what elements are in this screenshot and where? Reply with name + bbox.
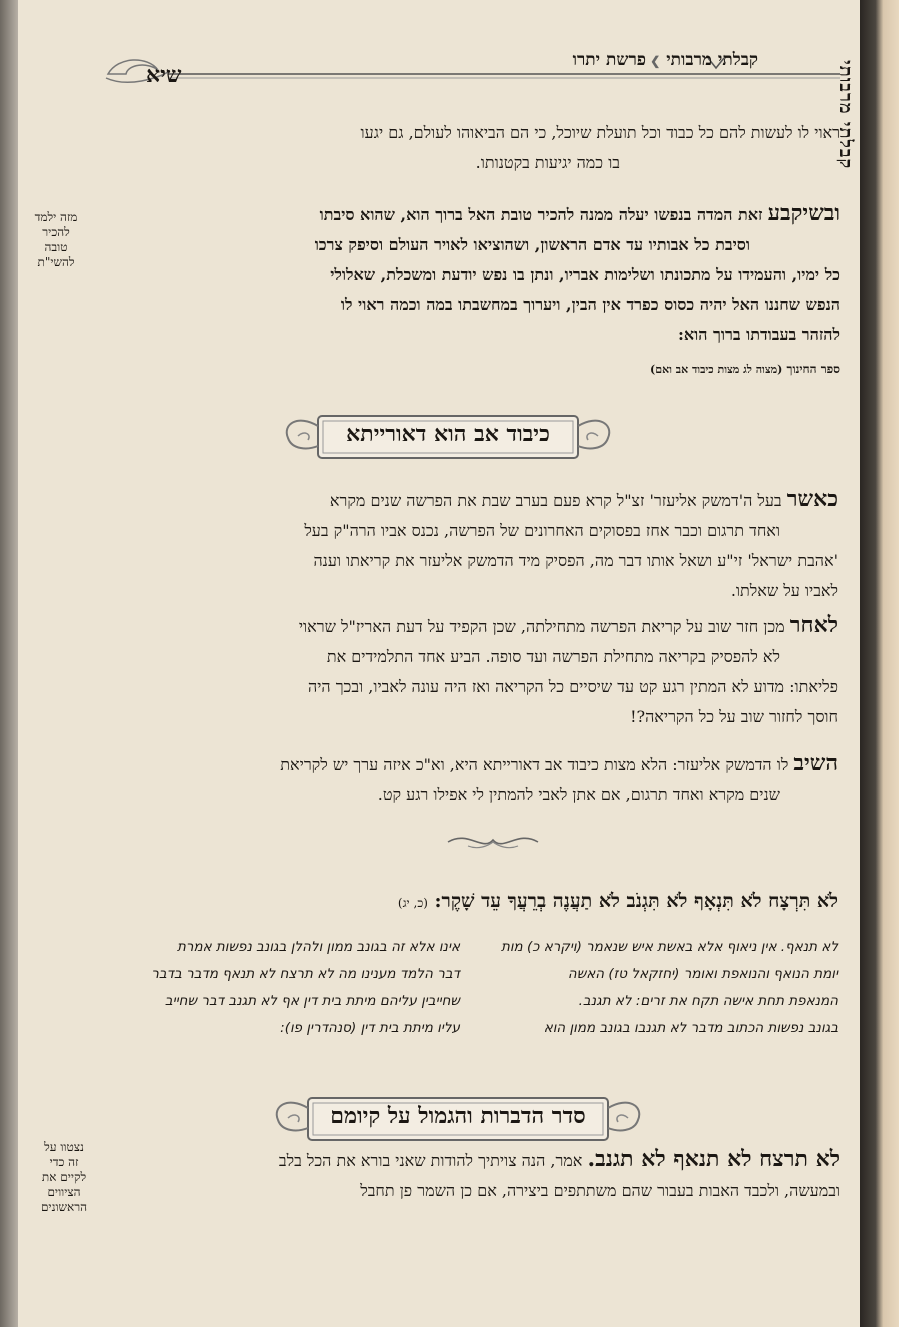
uvshikvaa-paragraph: ובשיקבע זאת המדה בנפשו יעלה ממנה להכיר טובת האל ברוך הוא, שהוא סיבתו וסיבת כל אבותיו עד אדם הראשון, ושהוציאו לאויר העולם וסיפק צרכו כל ימיו, והעמידו על מתכונתו ושלימות אבריו, ונתן בו נפש יודעת ומשכלת, שאלולי הנפש שחננו האל יהיה כסוס כפרד אין הבין, ויערוך במחשבתו במה וכמה ראוי לו להזהר בעבודתו ברוך הוא: bbox=[314, 200, 840, 344]
paragraph-lead-word: כאשר bbox=[786, 486, 838, 512]
divider-ornament bbox=[438, 828, 548, 854]
banner-title: סדר הדברות והגמול על קיומם bbox=[330, 1103, 586, 1129]
top-paragraph: ראוי לו לעשות להם כל כבוד וכל תועלת שיוכל, כי הם הביאוהו לעולם, גם יגעו בו כמה יגיעות בקטנותו. bbox=[360, 123, 840, 172]
paragraph-lead-word: לא תרצח לא תנאף לא תגנב. bbox=[587, 1146, 840, 1172]
story-paragraph-2: לאחר מכן חזר שוב על קריאת הפרשה מתחילתה, שכן הקפיד על דעת האריז"ל שראוי לא להפסיק בקריאה מתחילת הפרשה ועד סופה. הביע אחד התלמידים את פליאתו: מדוע לא המתין רגע קט עד שיסיים כל הקריאה ואז היה עונה לאביו, ובכך היה חוסך לחזור שוב על כל הקריאה?! bbox=[298, 612, 838, 726]
book-page bbox=[18, 0, 860, 1327]
running-header bbox=[98, 48, 858, 88]
header-title: קבלתי מרבותי ❯ פרשת יתרו bbox=[572, 50, 758, 70]
story-paragraph-1: כאשר בעל ה'דמשק אליעזר' זצ"ל קרא פעם בערב שבת את הפרשה שנים מקרא ואחד תרגום וכבר אחז בפסוקים האחרונים של הפרשה, נכנס אביו הרה"ק בעל 'אהבת ישראל' זי"ע ושאל אותו דבר מה, הפסיק מיד הדמשק אליעזר את קריאתו וענה לאביו על שאלתו. bbox=[304, 486, 838, 600]
rashi-column-right: לא תנאף. אין ניאוף אלא באשת איש שנאמר (ויקרא כ) מות יומת הנואף והנואפת ואומר (יחזקאל טז) האשה המנאפת תחת אישה תקח את זרים: לא תגנב. בגונב נפשות הכתוב מדבר לא תגנבו בגונב ממון הוא bbox=[500, 939, 838, 1036]
margin-note-top: מזה ילמד להכיר טובה להשי"ת bbox=[34, 210, 78, 269]
rashi-column-left: אינו אלא זה בגונב ממון ולהלן בגונב נפשות אמרת דבר הלמד מענינו מה לא תרצח לא תנאף מדבר בדבר שחייבין עליהם מיתת בית דין אף לא תגנב דבר שחייב עליו מיתת בית דין (סנהדרין פו): bbox=[151, 939, 460, 1036]
final-paragraph: לא תרצח לא תנאף לא תגנב. אמר, הנה צויתיך להודות שאני בורא את הכל בלב ובמעשה, ולכבד האבות בעבור שהם משתתפים ביצירה, אם כן השמר פן תחבל bbox=[278, 1146, 840, 1200]
book-spine bbox=[860, 0, 899, 1327]
paragraph-lead-word: השיב bbox=[793, 750, 838, 776]
banner-title: כיבוד אב הוא דאורייתא bbox=[346, 421, 550, 447]
page-number: שיא bbox=[146, 62, 182, 88]
paragraph-lead-word: ובשיקבע bbox=[767, 200, 840, 226]
section-banner-honor-parents bbox=[278, 408, 618, 466]
section-banner-commandments-order bbox=[268, 1090, 648, 1148]
verse-heading: לֹא תִּרְצָח לֹא תִּנְאָף לֹא תִּגְנֹב לֹא תַעֲנֶה בְרֵעֲךָ עֵד שָׁקֶר: (כ, יג) bbox=[397, 890, 838, 912]
side-book-title: קבלתי מרבותי bbox=[835, 60, 856, 170]
source-citation: ספר החינוך (מצוה לג מצות כיבוד אב ואם) bbox=[650, 362, 840, 376]
story-paragraph-3: השיב לו הדמשק אליעזר: הלא מצות כיבוד אב דאורייתא היא, וא"כ איזה ערך יש לקריאת שנים מקרא ואחד תרגום, אם אתן לאבי להמתין לי אפילו רגע קט. bbox=[280, 750, 838, 804]
left-page-edge bbox=[0, 0, 18, 1327]
paragraph-lead-word: לאחר bbox=[789, 612, 838, 638]
margin-note-bottom: נצטוו על זה כדי לקיים את הציווים הראשונים bbox=[40, 1140, 88, 1214]
